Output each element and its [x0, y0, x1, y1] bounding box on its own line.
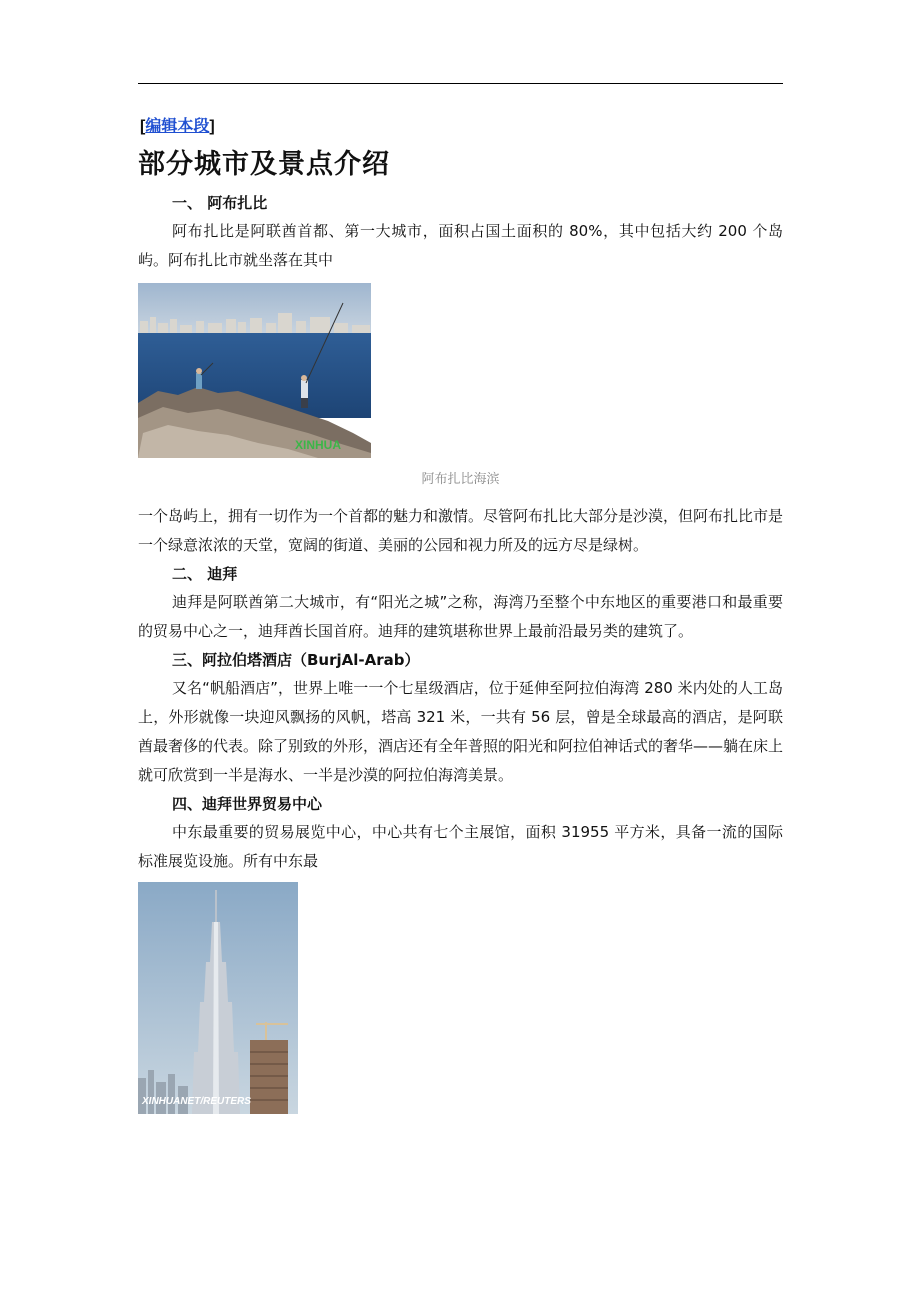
paragraph: 又名“帆船酒店”，世界上唯一一个七星级酒店，位于延伸至阿拉伯海湾 280 米内处的人工岛上，外形就像一块迎风飘扬的风帆，塔高 321 米，一共有 56 层，曾是全球最高的酒店，是阿联酋最奢侈的代表。除了别致的外形，酒店还有全年普照的阳光和阿拉伯神话式的奢华——躺在床上就可欣赏到一半是海水、一半是沙漠的阿拉伯海湾美景。 — [138, 679, 784, 784]
top-divider — [138, 83, 783, 84]
page-title: 部分城市及景点介绍 — [138, 149, 390, 180]
photo-watermark: XINHUA — [295, 438, 342, 452]
article-body — [138, 114, 783, 1114]
figure-dubai-tower — [138, 882, 783, 1114]
section-heading-abudhabi: 一、 阿布扎比 — [172, 194, 268, 212]
section-heading-burj-al-arab: 三、阿拉伯塔酒店（BurjAl-Arab） — [172, 651, 420, 669]
edit-close-bracket: ] — [209, 118, 215, 135]
edit-section-line — [140, 114, 783, 140]
section-heading-dubai-world-trade-center: 四、迪拜世界贸易中心 — [172, 795, 323, 813]
paragraph: 一个岛屿上，拥有一切作为一个首都的魅力和激情。尽管阿布扎比大部分是沙漠，但阿布扎比市是一个绿意浓浓的天堂，宽阔的街道、美丽的公园和视力所及的远方尽是绿树。 — [138, 507, 784, 554]
photo-watermark: XINHUANET/REUTERS — [142, 1096, 251, 1107]
abudhabi-seaside-photo — [138, 283, 371, 458]
figure-abudhabi — [138, 283, 783, 490]
edit-open-bracket: [ — [140, 118, 146, 135]
section-heading-dubai: 二、 迪拜 — [172, 565, 238, 583]
paragraph: 阿布扎比是阿联酋首都、第一大城市，面积占国土面积的 80%，其中包括大约 200 个岛屿。阿布扎比市就坐落在其中 — [138, 222, 783, 269]
edit-section-link[interactable]: 编辑本段 — [145, 118, 210, 135]
dubai-tower-photo — [138, 882, 298, 1114]
paragraph: 迪拜是阿联酋第二大城市，有“阳光之城”之称，海湾乃至整个中东地区的重要港口和最重要的贸易中心之一，迪拜酋长国首府。迪拜的建筑堪称世界上最前沿最另类的建筑了。 — [138, 593, 783, 640]
figure-caption: 阿布扎比海滨 — [421, 472, 500, 487]
paragraph: 中东最重要的贸易展览中心，中心共有七个主展馆，面积 31955 平方米，具备一流的国际标准展览设施。所有中东最 — [138, 823, 783, 870]
